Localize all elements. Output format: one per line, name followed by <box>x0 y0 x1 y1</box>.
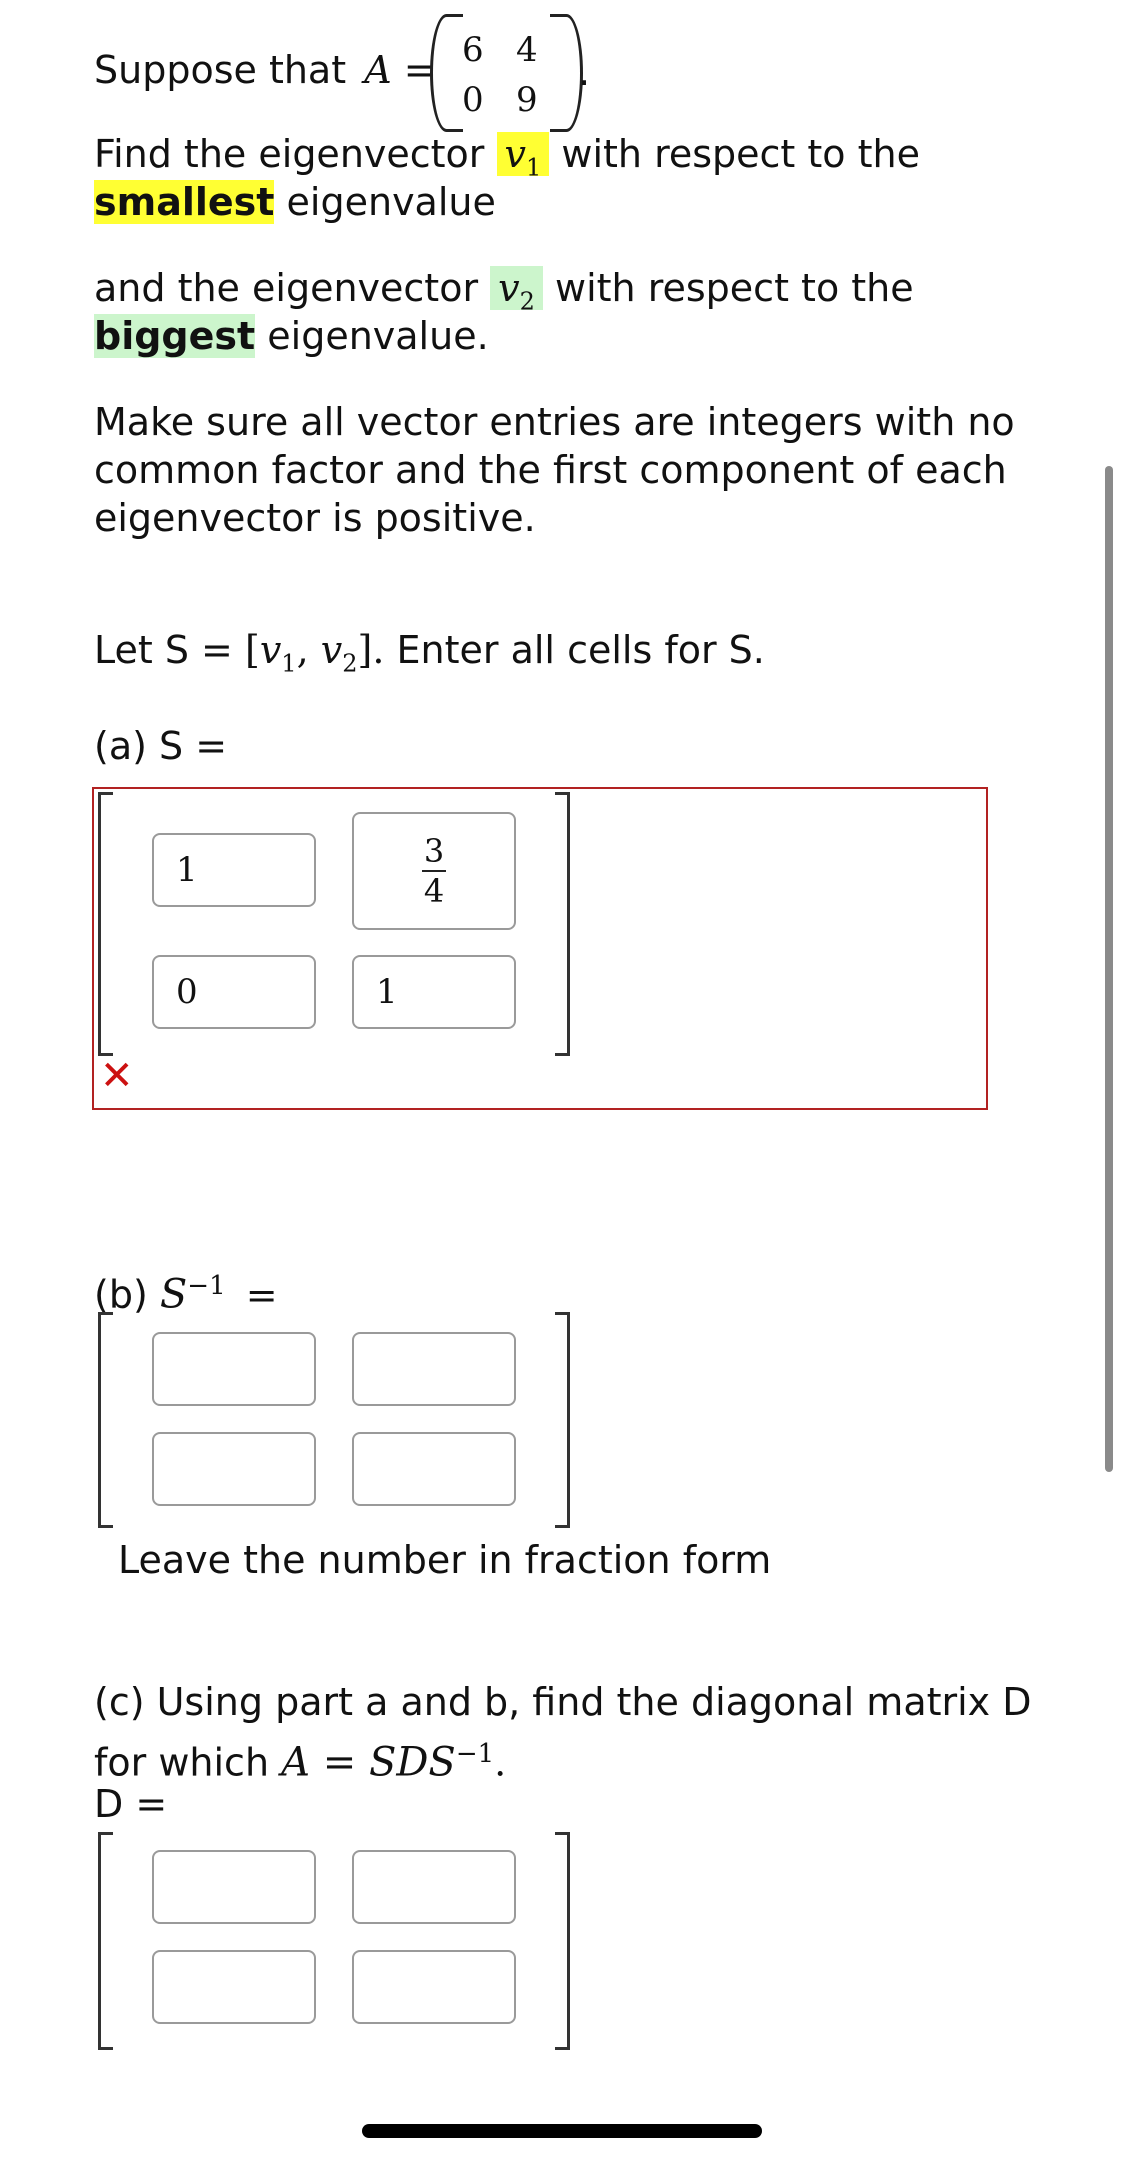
open-bracket: [ <box>245 628 260 672</box>
and-text-after: with respect to the <box>555 266 914 310</box>
v1-subscript: 1 <box>281 649 297 678</box>
equals-sign: = <box>403 48 436 92</box>
d-cell-r1c2[interactable] <box>352 1850 516 1924</box>
part-b-label: (b) <box>94 1272 148 1317</box>
scrollbar[interactable] <box>1105 466 1113 1472</box>
s-cell-r1c1[interactable] <box>152 833 316 907</box>
s-cell-r1c2[interactable] <box>352 812 516 930</box>
d-cell-r1c1[interactable] <box>152 1850 316 1924</box>
fraction <box>422 834 446 908</box>
fraction-denominator: 4 <box>423 872 445 910</box>
find-text: Find the eigenvector <box>94 132 485 176</box>
equals-sign: = <box>245 1272 278 1317</box>
biggest-highlight: biggest <box>94 314 256 358</box>
matrix-a <box>430 14 595 126</box>
enter-cells-text: Enter all cells for S. <box>396 628 765 672</box>
part-a-label: (a) S = <box>94 724 228 768</box>
part-c-text-2: for which <box>94 1740 270 1785</box>
s-inverse-cell-r1c1[interactable] <box>152 1332 316 1406</box>
d-cell-r2c1[interactable] <box>152 1950 316 2024</box>
fraction-hint: Leave the number in fraction form <box>118 1538 772 1582</box>
eigenvalue-text-2: eigenvalue. <box>255 314 489 358</box>
matrix-a-cell: 6 <box>462 30 484 70</box>
fraction-numerator: 3 <box>423 832 445 870</box>
incorrect-icon: ✕ <box>100 1053 134 1099</box>
s-cell-value: 0 <box>176 972 198 1012</box>
matrix-a-cell: 9 <box>516 80 538 120</box>
let-text: Let S = <box>94 628 233 672</box>
and-text: and the eigenvector <box>94 266 479 310</box>
find-text-after: with respect to the <box>561 132 920 176</box>
d-cell-r2c2[interactable] <box>352 1950 516 2024</box>
instructions-line-1: Make sure all vector entries are integers with no <box>94 400 1015 444</box>
matrix-left-bracket <box>98 1312 113 1528</box>
v2-symbol: v <box>320 628 343 672</box>
s-inverse-cell-r1c2[interactable] <box>352 1332 516 1406</box>
instructions-line-3: eigenvector is positive. <box>94 496 536 540</box>
matrix-left-bracket <box>98 1832 113 2050</box>
v2-subscript: 2 <box>519 287 535 316</box>
matrix-right-bracket <box>555 1832 570 2050</box>
diagonalization-formula: A = SDS <box>281 1739 456 1786</box>
s-inverse-cell-r2c2[interactable] <box>352 1432 516 1506</box>
matrix-right-bracket <box>555 792 570 1056</box>
matrix-a-cell: 4 <box>516 30 538 70</box>
period: . <box>494 1740 507 1785</box>
s-symbol: S <box>159 1271 188 1318</box>
d-label: D = <box>94 1782 168 1826</box>
inverse-exponent: −1 <box>187 1271 226 1301</box>
v2-subscript: 2 <box>342 649 358 678</box>
s-cell-value: 1 <box>176 850 198 890</box>
inverse-exponent: −1 <box>455 1739 495 1769</box>
v1-highlight <box>497 132 550 182</box>
s-inverse-cell-r2c1[interactable] <box>152 1432 316 1506</box>
instructions-line-2: common factor and the first component of each <box>94 448 1007 492</box>
matrix-right-bracket <box>555 1312 570 1528</box>
left-paren <box>430 14 463 132</box>
v1-symbol: v <box>259 628 282 672</box>
v1-subscript: 1 <box>526 153 542 182</box>
matrix-left-bracket <box>98 792 113 1056</box>
comma: , <box>296 628 309 672</box>
smallest-highlight: smallest <box>94 180 275 224</box>
home-indicator[interactable] <box>362 2124 762 2138</box>
v1-symbol: v <box>504 132 526 176</box>
v2-symbol: v <box>498 266 520 310</box>
s-cell-r2c2[interactable] <box>352 955 516 1029</box>
eigenvalue-text: eigenvalue <box>274 180 496 224</box>
part-c-text-1: (c) Using part a and b, find the diagonal matrix D <box>94 1680 1032 1724</box>
matrix-a-cell: 0 <box>462 80 484 120</box>
matrix-a-symbol: A <box>364 48 392 92</box>
close-bracket: ]. <box>357 628 385 672</box>
intro-text: Suppose that <box>94 48 347 92</box>
s-cell-value: 1 <box>376 972 398 1012</box>
v2-highlight <box>490 266 543 316</box>
s-cell-r2c1[interactable] <box>152 955 316 1029</box>
period: . <box>578 50 591 94</box>
